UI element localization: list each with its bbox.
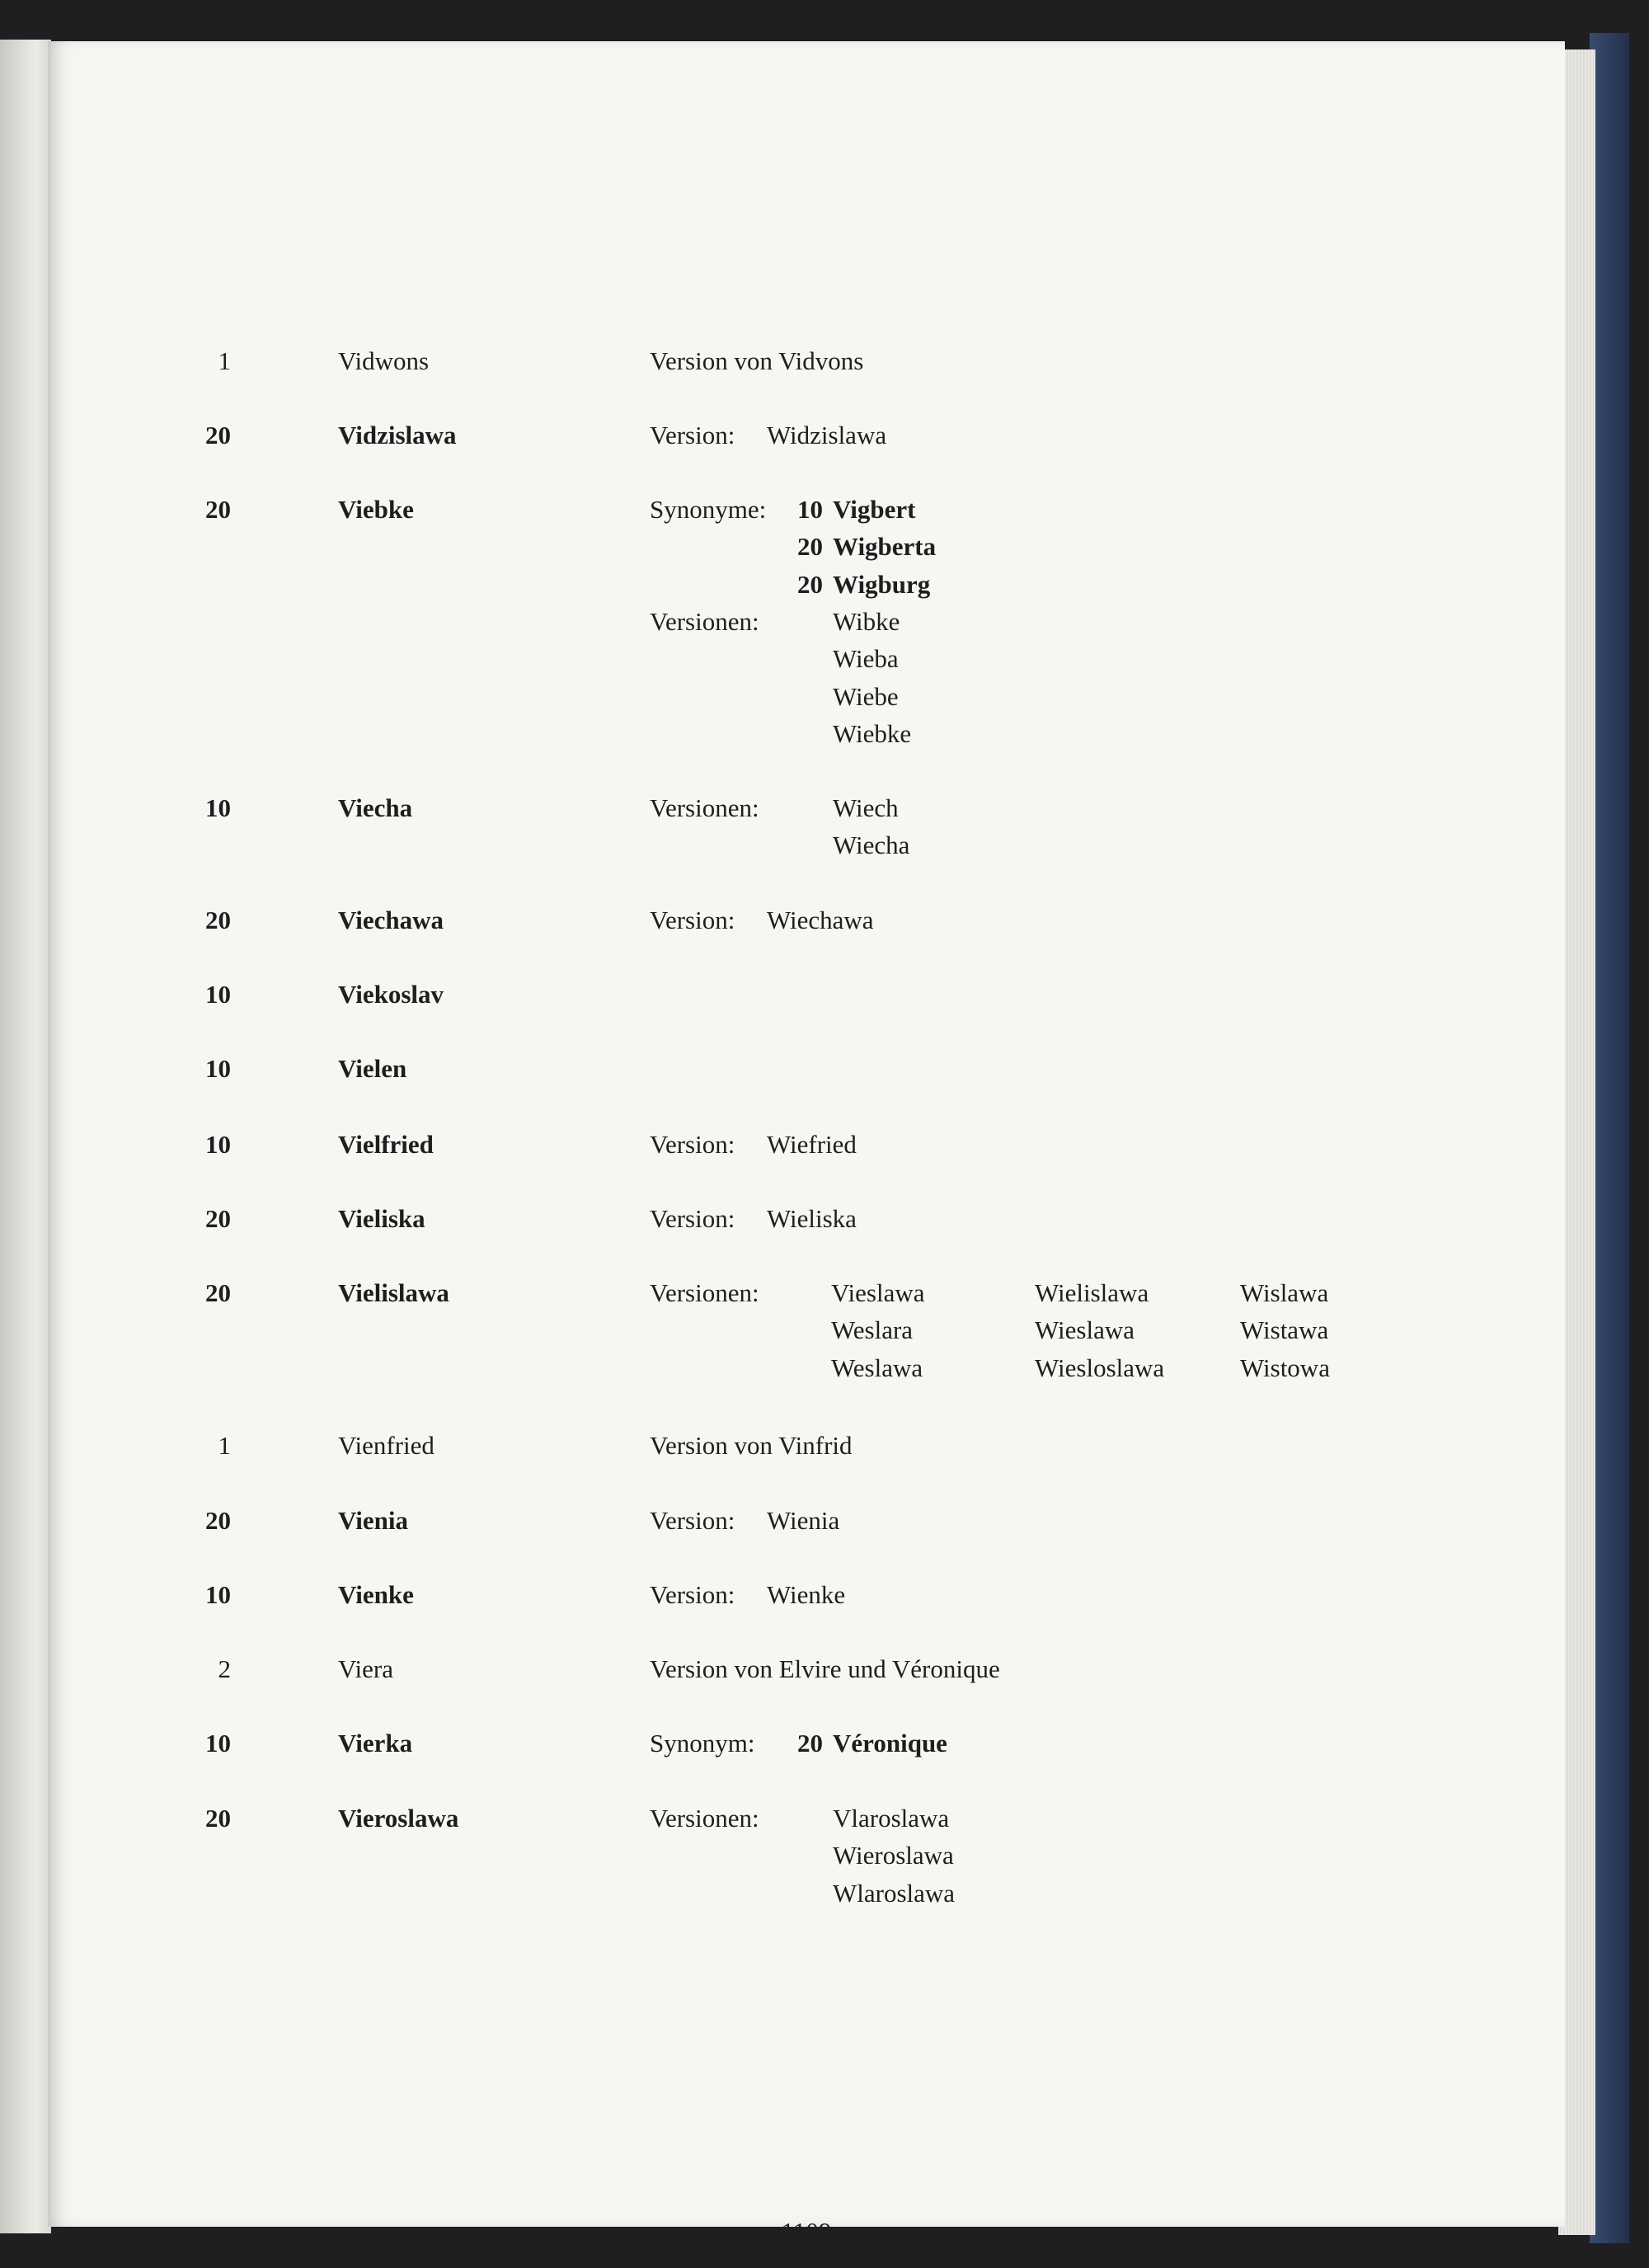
version-item: Wieroslawa	[833, 1841, 954, 1870]
entry-name: Viebke	[338, 495, 414, 524]
version-item: Weslara	[831, 1315, 914, 1345]
entry-name: Vidzislawa	[338, 421, 457, 449]
entry-code: 20	[205, 1804, 231, 1833]
version-item: Wiebe	[833, 681, 899, 711]
entry-name: Vielislawa	[338, 1278, 449, 1307]
entry-name: Vienfried	[338, 1431, 435, 1460]
item-code: 20	[797, 1729, 823, 1757]
version-item: Weslawa	[831, 1353, 923, 1382]
entry-code: 20	[205, 906, 231, 934]
entry-label: Version:	[650, 1130, 735, 1159]
version-item: Wistowa	[1240, 1353, 1330, 1382]
version-item: Wieba	[833, 644, 899, 674]
entry-code: 20	[205, 1278, 231, 1307]
entry-label: Version:	[650, 1204, 735, 1233]
item-code: 20	[797, 532, 823, 562]
entry-label: Versionen:	[650, 1278, 759, 1307]
entry-label: Version von Vidvons	[650, 346, 864, 375]
entry-code: 10	[205, 1054, 231, 1083]
version-item: Wiebke	[833, 718, 912, 748]
entry-code: 10	[205, 1580, 231, 1609]
version-item: Wigburg	[833, 569, 931, 599]
entry-label: Versionen:	[650, 606, 759, 636]
entry-name: Vieroslawa	[338, 1804, 459, 1833]
entry-label: Version von Vinfrid	[650, 1431, 853, 1460]
entry-label: Version:	[650, 906, 735, 934]
item-code: 20	[797, 569, 823, 599]
version-item: Widzislawa	[767, 421, 887, 449]
version-item: Wienke	[767, 1580, 846, 1609]
entry-code: 10	[205, 1130, 231, 1159]
version-item: Wislawa	[1240, 1278, 1329, 1307]
entry-label: Versionen:	[650, 793, 759, 822]
entry-name: Vielen	[338, 1054, 407, 1083]
entry-code: 20	[205, 421, 231, 449]
entry-label: Version:	[650, 1580, 735, 1609]
page-number: - 1109 -	[766, 2217, 847, 2246]
entry-name: Vierka	[338, 1729, 413, 1757]
entry-list	[48, 41, 1565, 2227]
entry-name: Viekoslav	[338, 980, 444, 1009]
version-item: Wiech	[833, 793, 899, 822]
entry-code: 20	[205, 495, 231, 524]
version-item: Véronique	[833, 1729, 947, 1757]
entry-code: 2	[218, 1654, 231, 1683]
book-cover-edge	[1590, 33, 1629, 2243]
version-item: Wiechawa	[767, 906, 874, 934]
entry-name: Vidwons	[338, 346, 430, 375]
entry-code: 20	[205, 1506, 231, 1535]
version-item: Wieliska	[767, 1204, 857, 1233]
version-item: Vieslawa	[831, 1278, 925, 1307]
version-item: Wiecha	[833, 831, 910, 860]
version-item: Vigbert	[833, 495, 916, 524]
version-item: Wiefried	[767, 1130, 857, 1159]
entry-label: Synonym:	[650, 1729, 755, 1757]
entry-name: Viecha	[338, 793, 413, 822]
entry-name: Vienke	[338, 1580, 414, 1609]
version-item: Wielislawa	[1035, 1278, 1149, 1307]
entry-code: 10	[205, 980, 231, 1009]
entry-name: Viera	[338, 1654, 393, 1683]
entry-code: 10	[205, 1729, 231, 1757]
entry-code: 20	[205, 1204, 231, 1233]
dictionary-page	[48, 41, 1565, 2246]
entry-label: Version von Elvire und Véronique	[650, 1654, 1000, 1683]
entry-name: Vielfried	[338, 1130, 434, 1159]
entry-code: 10	[205, 793, 231, 822]
entry-code: 1	[218, 1431, 231, 1460]
version-item: Vlaroslawa	[833, 1804, 950, 1833]
entry-label: Versionen:	[650, 1804, 759, 1833]
entry-label: Version:	[650, 421, 735, 449]
version-item: Wiesloslawa	[1035, 1353, 1165, 1382]
entry-name: Vienia	[338, 1506, 408, 1535]
entry-label: Version:	[650, 1506, 735, 1535]
version-item: Wibke	[833, 606, 900, 636]
entry-name: Vieliska	[338, 1204, 425, 1233]
entry-label: Synonyme:	[650, 495, 767, 524]
version-item: Wienia	[767, 1506, 840, 1535]
version-item: Wistawa	[1240, 1315, 1329, 1345]
item-code: 10	[797, 495, 823, 524]
left-page-edge	[0, 40, 51, 2233]
version-item: Wigberta	[833, 532, 937, 562]
version-item: Wieslawa	[1035, 1315, 1135, 1345]
entry-code: 1	[218, 346, 231, 375]
entry-name: Viechawa	[338, 906, 444, 934]
version-item: Wlaroslawa	[833, 1878, 956, 1908]
